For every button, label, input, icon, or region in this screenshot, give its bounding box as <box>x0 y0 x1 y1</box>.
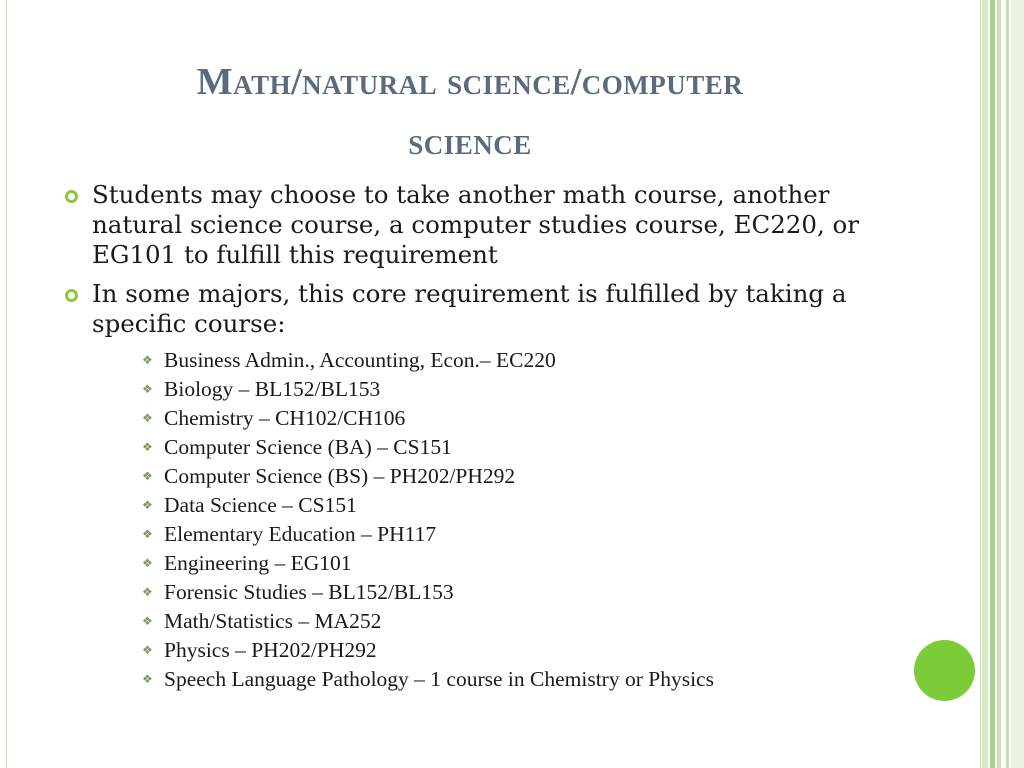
list-item <box>142 665 862 694</box>
list-item <box>142 433 862 462</box>
list-item <box>142 607 862 636</box>
diamond-icon: ❖ <box>142 353 153 367</box>
list-item-text: Physics – PH202/PH292 <box>164 638 377 662</box>
list-item-text: Math/Statistics – MA252 <box>164 609 382 633</box>
list-item <box>142 549 862 578</box>
diamond-icon: ❖ <box>142 585 153 599</box>
list-item-text: Speech Language Pathology – 1 course in Chemistry or Physics <box>164 667 714 691</box>
list-item <box>142 404 862 433</box>
list-item <box>142 578 862 607</box>
title-line-1: Math/natural science/computer <box>196 61 744 103</box>
diamond-icon: ❖ <box>142 382 153 396</box>
slide-content <box>62 180 862 694</box>
list-item <box>142 462 862 491</box>
decorative-stripe <box>1011 0 1024 768</box>
green-ring-icon <box>65 289 78 302</box>
diamond-icon: ❖ <box>142 411 153 425</box>
diamond-icon: ❖ <box>142 614 153 628</box>
bullet-text: Students may choose to take another math course, another natural science course, a computer studies course, EC220, or EG101 to fulfill this requirement <box>92 180 860 269</box>
diamond-icon: ❖ <box>142 440 153 454</box>
green-ring-icon <box>65 190 78 203</box>
green-circle-decoration <box>914 640 975 701</box>
diamond-icon: ❖ <box>142 643 153 657</box>
list-item-text: Computer Science (BA) – CS151 <box>164 435 452 459</box>
decorative-stripe <box>1006 0 1009 768</box>
list-item-text: Elementary Education – PH117 <box>164 522 437 546</box>
list-item-text: Computer Science (BS) – PH202/PH292 <box>164 464 516 488</box>
bullet-text: In some majors, this core requirement is fulfilled by taking a specific course: <box>92 279 847 338</box>
list-item-text: Data Science – CS151 <box>164 493 357 517</box>
decorative-stripe <box>997 0 1001 768</box>
list-item <box>142 520 862 549</box>
list-item-text: Biology – BL152/BL153 <box>164 377 381 401</box>
slide-title <box>60 52 880 172</box>
bullet-item <box>62 180 862 270</box>
diamond-icon: ❖ <box>142 556 153 570</box>
list-item-text: Business Admin., Accounting, Econ.– EC220 <box>164 348 556 372</box>
list-item <box>142 491 862 520</box>
list-item <box>142 346 862 375</box>
title-line-2: science <box>408 121 532 163</box>
list-item-text: Engineering – EG101 <box>164 551 352 575</box>
decorative-stripe <box>990 0 995 768</box>
diamond-icon: ❖ <box>142 469 153 483</box>
list-item <box>142 636 862 665</box>
major-course-list <box>62 346 862 694</box>
bullet-item <box>62 279 862 339</box>
diamond-icon: ❖ <box>142 527 153 541</box>
list-item-text: Forensic Studies – BL152/BL153 <box>164 580 454 604</box>
diamond-icon: ❖ <box>142 672 153 686</box>
diamond-icon: ❖ <box>142 498 153 512</box>
list-item-text: Chemistry – CH102/CH106 <box>164 406 406 430</box>
decorative-stripe <box>982 0 988 768</box>
list-item <box>142 375 862 404</box>
